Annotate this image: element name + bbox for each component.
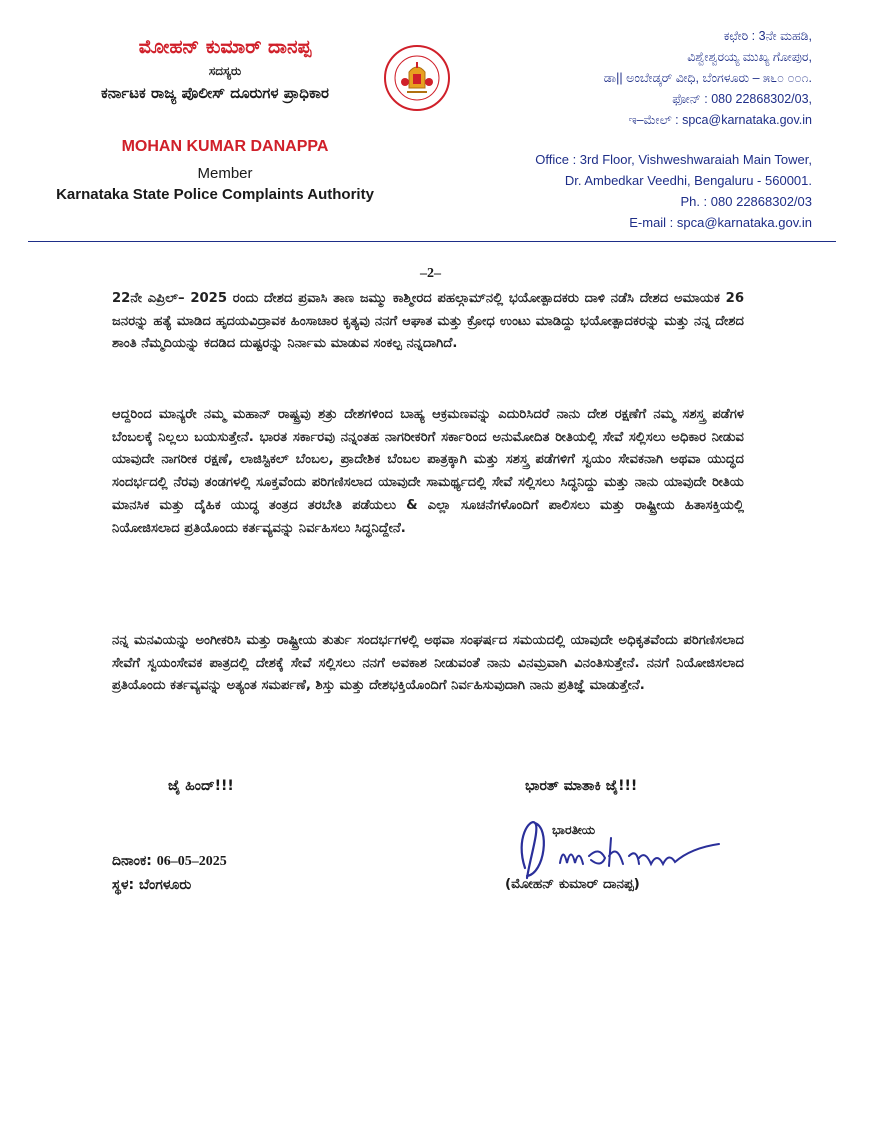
closing-bharat-mata-ki-jai: ಭಾರತ್ ಮಾತಾಕಿ ಜೈ!!! (525, 778, 638, 794)
signature-salutation: ಭಾರತೀಯ (552, 822, 596, 837)
page-number: –2– (420, 266, 441, 281)
office-address-kannada (604, 26, 812, 131)
date-line (112, 853, 227, 870)
member-name-english: MOHAN KUMAR DANAPPA (121, 138, 329, 155)
emblem-icon (383, 42, 451, 114)
email-line: E-mail : spca@karnataka.gov.in (629, 215, 812, 230)
phone-line: Ph. : 080 22868302/03 (680, 194, 812, 209)
letterhead-divider (28, 241, 836, 242)
member-role-english: Member (197, 165, 253, 182)
member-role-kannada: ಸದಸ್ಯರು (208, 64, 242, 78)
organization-english: Karnataka State Police Complaints Authority (56, 186, 374, 203)
body-paragraph: ನನ್ನ ಮನವಿಯನ್ನು ಅಂಗೀಕರಿಸಿ ಮತ್ತು ರಾಷ್ಟ್ರೀಯ ತುರ್ತು ಸಂದರ್ಭಗಳಲ್ಲಿ ಅಥವಾ ಸಂಘರ್ಷದ ಸಮಯದಲ್ಲಿ ಯಾವುದೇ ಅಧಿಕೃತವೆಂದು ಪರಿಗಣಿಸಲಾದ ಸೇವೆಗೆ ಸ್ವಯಂಸೇವಕ ಪಾತ್ರದಲ್ಲಿ ದೇಶಕ್ಕೆ ಸೇವೆ ಸಲ್ಲಿಸಲು ನನಗೆ ಅವಕಾಶ ನೀಡುವಂತೆ ನಾನು ವಿನಮ್ರವಾಗಿ ವಿನಂತಿಸುತ್ತೇನೆ. ನನಗೆ ನಿಯೋಜಿಸಲಾದ ಪ್ರತಿಯೊಂದು ಕರ್ತವ್ಯವನ್ನು ಅತ್ಯಂತ ಸಮರ್ಪಣೆ, ಶಿಸ್ತು ಮತ್ತು ದೇಶಭಕ್ತಿಯೊಂದಿಗೆ ನಿರ್ವಹಿಸುವುದಾಗಿ ನಾನು ಪ್ರತಿಜ್ಞೆ ಮಾಡುತ್ತೇನೆ. (112, 633, 744, 694)
address-line: Dr. Ambedkar Veedhi, Bengaluru - 560001. (564, 173, 812, 188)
place-line (112, 877, 191, 893)
place-label: ಸ್ಥಳ: (112, 877, 135, 893)
date-value: 06–05–2025 (156, 854, 227, 869)
signatory-name: (ಮೋಹನ್ ಕುಮಾರ್ ದಾನಪ್ಪ) (505, 876, 640, 892)
office-address-english (535, 149, 812, 233)
body-paragraph: ಆದ್ದರಿಂದ ಮಾನ್ಯರೇ ನಮ್ಮ ಮಹಾನ್ ರಾಷ್ಟ್ರವು ಶತ್ರು ದೇಶಗಳಿಂದ ಬಾಹ್ಯ ಆಕ್ರಮಣವನ್ನು ಎದುರಿಸಿದರೆ ನಾನು ದೇಶ ರಕ್ಷಣೆಗೆ ನಮ್ಮ ಸಶಸ್ತ್ರ ಪಡೆಗಳ ಬೆಂಬಲಕ್ಕೆ ನಿಲ್ಲಲು ಬಯಸುತ್ತೇನೆ. ಭಾರತ ಸರ್ಕಾರವು ನನ್ನಂತಹ ನಾಗರೀಕರಿಗೆ ಸರ್ಕಾರಿಂದ ಅನುಮೋದಿತ ರೀತಿಯಲ್ಲಿ ಸೇವೆ ಸಲ್ಲಿಸಲು ಅಧಿಕಾರ ನೀಡುವ ಯಾವುದೇ ನಾಗರೀಕ ರಕ್ಷಣೆ, ಲಾಜಿಸ್ಟಿಕಲ್ ಬೆಂಬಲ, ಪ್ರಾದೇಶಿಕ ಬೆಂಬಲ ಪಾತ್ರಕ್ಕಾಗಿ ಮತ್ತು ಸಶಸ್ತ್ರ ಪಡೆಗಳಿಗೆ ಸ್ವಯಂ ಸೇವಕನಾಗಿ ಅಥವಾ ಯುದ್ಧದ ಸಂದರ್ಭದಲ್ಲಿ ನೆರವು ತಂಡಗಳಲ್ಲಿ ಸೂಕ್ತವೆಂದು ಪರಿಗಣಿಸಲಾದ ಯಾವುದೇ ಸಾಮರ್ಥ್ಯದಲ್ಲಿ ಸೇವೆ ಸಲ್ಲಿಸಲು ಸಿದ್ಧನಿದ್ದು ಮತ್ತು ನಾನು ಯಾವುದೇ ರೀತಿಯ ಮಾನಸಿಕ ಮತ್ತು ದೈಹಿಕ ಯುದ್ಧ ತಂತ್ರದ ತರಬೇತಿ ಪಡೆಯಲು & ಎಲ್ಲಾ ಸೂಚನೆಗಳೊಂದಿಗೆ ಪಾಲಿಸಲು ಮತ್ತು ರಾಷ್ಟ್ರೀಯ ಹಿತಾಸಕ್ತಿಯಲ್ಲಿ ನಿಯೋಜಿಸಲಾದ ಪ್ರತಿಯೊಂದು ಕರ್ತವ್ಯವನ್ನು ನಿರ್ವಹಿಸಲು ಸಿದ್ಧನಿದ್ದೇನೆ. (112, 407, 744, 536)
address-line: ವಿಶ್ವೇಶ್ವರಯ್ಯ ಮುಖ್ಯ ಗೋಪುರ, (687, 50, 812, 64)
body-paragraph: 22ನೇ ಎಪ್ರಿಲ್– 2025 ರಂದು ದೇಶದ ಪ್ರವಾಸಿ ತಾಣ ಜಮ್ಮು ಕಾಶ್ಮೀರದ ಪಹಲ್ಗಾಮ್‌ನಲ್ಲಿ ಭಯೋತ್ಪಾದಕರು ದಾಳಿ ನಡೆಸಿ ದೇಶದ ಅಮಾಯಕ 26 ಜನರನ್ನು ಹತ್ಯೆ ಮಾಡಿದ ಹೃದಯವಿದ್ರಾವಕ ಹಿಂಸಾಚಾರ ಕೃತ್ಯವು ನನಗೆ ಆಘಾತ ಮತ್ತು ಕ್ರೋಧ ಉಂಟು ಮಾಡಿದ್ದು ಭಯೋತ್ಪಾದಕರನ್ನು ಮತ್ತು ನನ್ನ ದೇಶದ ಶಾಂತಿ ನೆಮ್ಮದಿಯನ್ನು ಕದಡಿದ ದುಷ್ಟರನ್ನು ನಿರ್ನಾಮ ಮಾಡುವ ಸಂಕಲ್ಪ ನನ್ನದಾಗಿದೆ. (112, 291, 744, 352)
email-line: ಇ–ಮೇಲ್ : spca@karnataka.gov.in (628, 113, 812, 127)
address-line: ಕಛೇರಿ : 3ನೇ ಮಹಡಿ, (723, 29, 812, 43)
place-value: ಬೆಂಗಳೂರು (138, 877, 192, 893)
address-line: Office : 3rd Floor, Vishweshwaraiah Main Tower, (535, 152, 812, 167)
organization-kannada: ಕರ್ನಾಟಕ ರಾಜ್ಯ ಪೊಲೀಸ್ ದೂರುಗಳ ಪ್ರಾಧಿಕಾರ (101, 84, 329, 102)
closing-jai-hind: ಜೈ ಹಿಂದ್!!! (168, 778, 234, 794)
date-label: ದಿನಾಂಕ: (112, 853, 152, 869)
address-line: ಡಾ|| ಅಂಬೇಡ್ಕರ್ ವೀಧಿ, ಬೆಂಗಳೂರು – ೫೬೦ ೦೦೧. (603, 71, 812, 85)
phone-line: ಫೋನ್ : 080 22868302/03, (672, 92, 812, 106)
member-name-kannada: ಮೋಹನ್ ಕುಮಾರ್ ದಾನಪ್ಪ (138, 36, 312, 58)
karnataka-emblem-seal (383, 42, 451, 114)
